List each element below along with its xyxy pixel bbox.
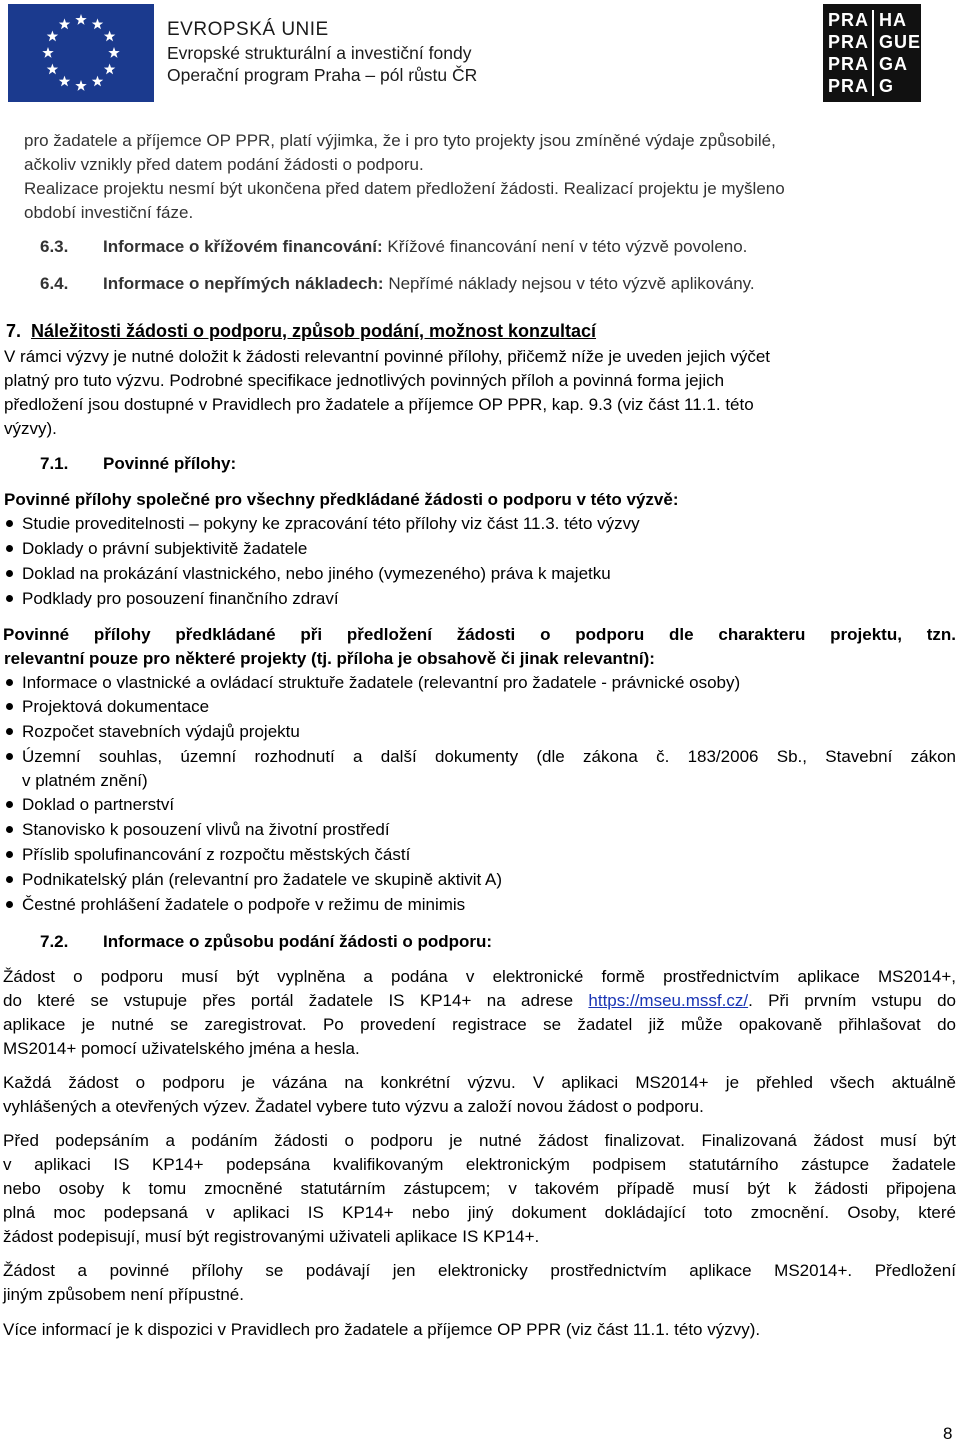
section-7-paragraph-line: V rámci výzvy je nutné doložit k žádosti relevantní povinné přílohy, přičemž níže je uveden jejich výčet xyxy=(4,347,770,366)
paragraph-line: nebo osoby k tomu zmocněné statutárním zástupcem; v takovém případě musí být k žádosti připojena xyxy=(3,1179,956,1198)
common-attachments-heading: Povinné přílohy společné pro všechny předkládané žádosti o podporu v této výzvě: xyxy=(4,490,679,509)
list-item: Doklady o právní subjektivitě žadatele xyxy=(22,539,308,558)
paragraph-line: aplikace je nutné se zaregistrovat. Po provedení registrace se žadatel již může opakovaně přihlašovat do xyxy=(3,1015,956,1034)
character-attachments-heading-line: relevantní pouze pro některé projekty (tj. příloha je obsahově či jinak relevantní): xyxy=(4,649,655,668)
paragraph-text: . Při prvním vstupu do xyxy=(748,991,957,1010)
eu-text-block xyxy=(167,18,477,86)
intro-line: pro žadatele a příjemce OP PPR, platí výjimka, že i pro tyto projekty jsou zmíněné výdaje způsobilé, xyxy=(24,131,776,150)
section-6-4-label: Informace o nepřímých nákladech: xyxy=(103,274,384,293)
paragraph-line-with-link xyxy=(3,989,956,1014)
bullet-icon xyxy=(6,679,13,686)
bullet-icon xyxy=(6,520,13,527)
bullet-icon xyxy=(6,570,13,577)
eu-funds-line: Evropské strukturální a investiční fondy xyxy=(167,43,472,63)
paragraph-line: Před podepsáním a podáním žádosti o podporu je nutné žádost finalizovat. Finalizovaná žádost musí být xyxy=(3,1131,956,1150)
bullet-icon xyxy=(6,801,13,808)
list-item: Čestné prohlášení žadatele o podpoře v režimu de minimis xyxy=(22,895,466,914)
paragraph-line: plná moc podepsaná v aplikaci IS KP14+ nebo jiný dokument dokládající toto zmocnění. Osoby, které xyxy=(3,1203,956,1222)
section-7-2-title: Informace o způsobu podání žádosti o podporu: xyxy=(103,932,493,951)
paragraph-line: vyhlášených a otevřených výzev. Žadatel vybere tuto výzvu a založí novou žádost o podporu. xyxy=(3,1097,704,1116)
list-item: Stanovisko k posouzení vlivů na životní prostředí xyxy=(22,820,390,839)
section-6-3 xyxy=(103,235,747,260)
section-number-6-3: 6.3. xyxy=(40,237,69,256)
page-number: 8 xyxy=(943,1424,953,1443)
intro-line: Realizace projektu nesmí být ukončena před datem předložení žádosti. Realizací projektu je myšleno xyxy=(24,179,785,198)
list-item-continuation: v platném znění) xyxy=(22,771,148,790)
bullet-icon xyxy=(6,876,13,883)
praha-logo-text: G xyxy=(879,76,895,96)
section-6-3-label: Informace o křížovém financování: xyxy=(103,237,383,256)
paragraph-line: MS2014+ pomocí uživatelského jména a hesla. xyxy=(3,1039,360,1058)
section-7-title: Náležitosti žádosti o podporu, způsob podání, možnost konzultací xyxy=(31,321,597,341)
character-attachments-heading-line: Povinné přílohy předkládané při předložení žádosti o podporu dle charakteru projektu, tzn. xyxy=(3,625,956,644)
page-header xyxy=(0,0,960,110)
bullet-icon xyxy=(6,728,13,735)
praha-logo-divider xyxy=(872,10,874,96)
praha-logo-text: HA xyxy=(879,10,907,30)
section-number-7: 7. xyxy=(6,321,22,341)
list-item: Příslib spolufinancování z rozpočtu městských částí xyxy=(22,845,411,864)
list-item: Podnikatelský plán (relevantní pro žadatele ve skupině aktivit A) xyxy=(22,870,503,889)
bullet-icon xyxy=(6,595,13,602)
bullet-icon xyxy=(6,703,13,710)
list-item: Rozpočet stavebních výdajů projektu xyxy=(22,722,300,741)
bullet-icon xyxy=(6,545,13,552)
list-item: Podklady pro posouzení finančního zdraví xyxy=(22,589,339,608)
paragraph-line: jiným způsobem není přípustné. xyxy=(3,1285,244,1304)
section-7-heading xyxy=(6,319,596,344)
list-item: Informace o vlastnické a ovládací struktuře žadatele (relevantní pro žadatele - právnické osoby) xyxy=(22,673,741,692)
bullet-icon xyxy=(6,851,13,858)
paragraph-line: Každá žádost o podporu je vázána na konkrétní výzvu. V aplikaci MS2014+ je přehled všech aktuálně xyxy=(3,1073,956,1092)
paragraph-line: Více informací je k dispozici v Pravidlech pro žadatele a příjemce OP PPR (viz část 11.1. této výzvy). xyxy=(3,1320,761,1339)
praha-logo-text: GA xyxy=(879,54,908,74)
praha-logo xyxy=(823,4,921,102)
list-item: Studie proveditelnosti – pokyny ke zpracování této přílohy viz část 11.3. této výzvy xyxy=(22,514,640,533)
bullet-icon xyxy=(6,901,13,908)
intro-line: ačkoliv vznikly před datem podání žádosti o podporu. xyxy=(24,155,424,174)
list-item: Projektová dokumentace xyxy=(22,697,210,716)
praha-logo-text: PRA xyxy=(828,32,870,52)
praha-logo-text: PRA xyxy=(828,54,870,74)
praha-logo-text: PRA xyxy=(828,76,870,96)
section-number-7-1: 7.1. xyxy=(40,454,69,473)
list-item: Doklad na prokázání vlastnického, nebo jiného (vymezeného) práva k majetku xyxy=(22,564,611,583)
list-item: Doklad o partnerství xyxy=(22,795,175,814)
eu-program-line: Operační program Praha – pól růstu ČR xyxy=(167,65,478,85)
paragraph-line: v aplikaci IS KP14+ podepsána kvalifikovaným elektronickým podpisem statutárního zástupce žadatele xyxy=(3,1155,956,1174)
section-7-1-title: Povinné přílohy: xyxy=(103,454,237,473)
list-item: Územní souhlas, územní rozhodnutí a další dokumenty (dle zákona č. 183/2006 Sb., Stavební zákon xyxy=(22,747,956,766)
section-6-4-text: Nepřímé náklady nejsou v této výzvě aplikovány. xyxy=(383,274,755,293)
mseu-portal-link[interactable]: https://mseu.mssf.cz/ xyxy=(588,991,749,1010)
section-number-6-4: 6.4. xyxy=(40,274,69,293)
paragraph-line: žádost podepisují, musí být registrovanými uživateli aplikace IS KP14+. xyxy=(3,1227,540,1246)
section-6-3-text: Křížové financování není v této výzvě povoleno. xyxy=(382,237,748,256)
paragraph-line: Žádost a povinné přílohy se podávají jen elektronicky prostřednictvím aplikace MS2014+. Předložení xyxy=(3,1261,956,1280)
intro-line: období investiční fáze. xyxy=(24,203,194,222)
eu-title: EVROPSKÁ UNIE xyxy=(167,19,329,40)
section-6-4 xyxy=(103,272,755,297)
praha-logo-text: GUE xyxy=(879,32,922,52)
section-7-paragraph-line: platný pro tuto výzvu. Podrobné specifikace jednotlivých povinných příloh a povinná forma jejich xyxy=(4,371,725,390)
bullet-icon xyxy=(6,826,13,833)
section-7-paragraph-line: předložení jsou dostupné v Pravidlech pro žadatele a příjemce OP PPR, kap. 9.3 (viz část 11.1. této xyxy=(4,395,754,414)
section-number-7-2: 7.2. xyxy=(40,932,69,951)
paragraph-line: Žádost o podporu musí být vyplněna a podána v elektronické formě prostřednictvím aplikace MS2014+, xyxy=(3,967,956,986)
praha-logo-text: PRA xyxy=(828,10,870,30)
section-7-paragraph-line: výzvy). xyxy=(4,419,57,438)
paragraph-text: do které se vstupuje přes portál žadatele IS KP14+ na adrese xyxy=(3,991,589,1010)
bullet-icon xyxy=(6,753,13,760)
eu-flag-logo xyxy=(8,4,154,102)
